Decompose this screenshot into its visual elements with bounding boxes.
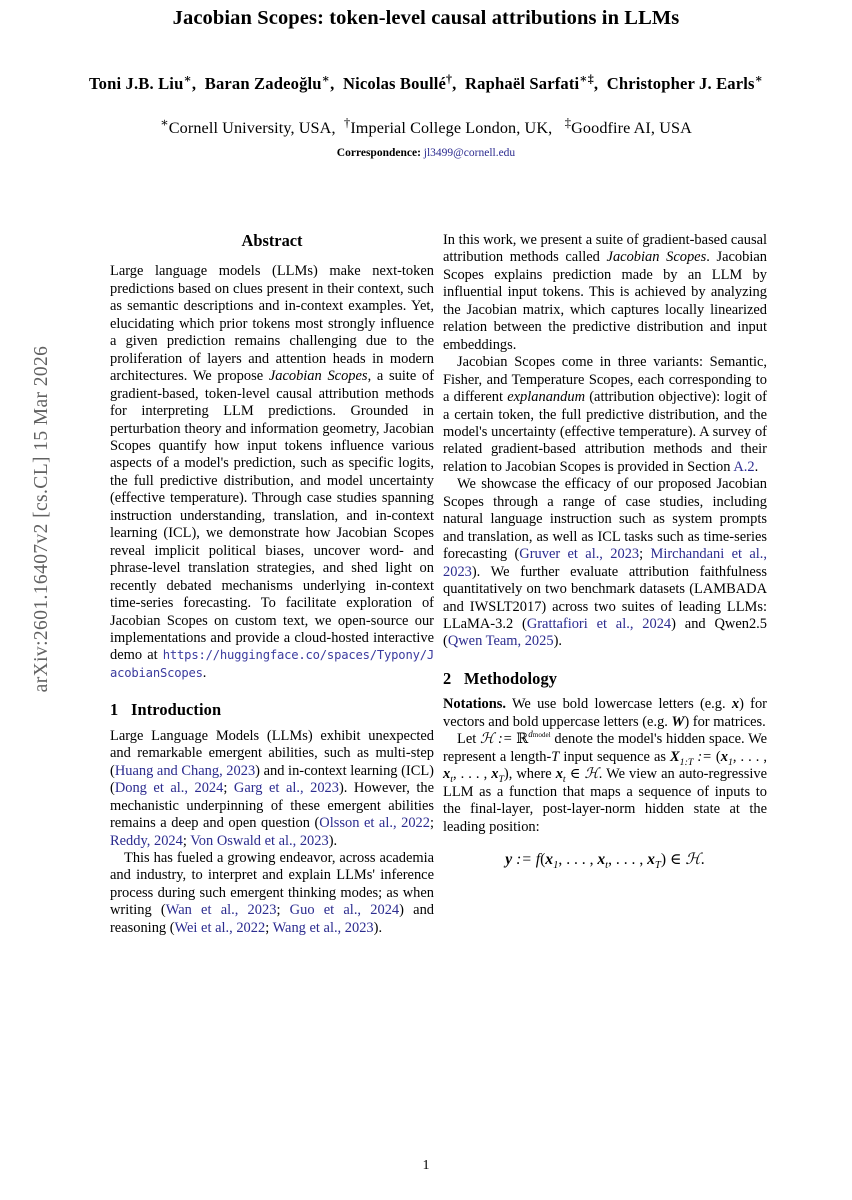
- section-number: 2: [443, 668, 452, 688]
- arxiv-identifier-stamp: arXiv:2601.16407v2 [cs.CL] 15 Mar 2026: [31, 345, 52, 693]
- right-column: [443, 232, 767, 872]
- abstract-heading: Abstract: [241, 231, 303, 250]
- section-title: Introduction: [131, 700, 222, 720]
- methodology-notations-paragraph: Notations. We use bold lowercase letters (e.g. x) for vectors and bold uppercase letters (e.g. W) for matrices.: [443, 696, 767, 730]
- correspondence-line: [56, 147, 796, 159]
- section-number: 1: [110, 700, 119, 720]
- intro-paragraph-4: Jacobian Scopes come in three variants: Semantic, Fisher, and Temperature Scopes, each corresponding to a different explanandum (attribution objective): logit of a certain token, the full predictive distribution, and the model's uncertainty (effective temperature). A survey of related gradient-based attribution methods and their relation to Jacobian Scopes is provided in Section A.2.: [443, 354, 767, 475]
- methodology-hidden-space-paragraph: Let ℋ := ℝ$^{dmodel}$ denote the model's hidden space. We represent a length-T input sequence as $X_{1:T}$ := ($x_1$, . . . , $x_t$, . . . , $x_T$), where $x_t$ ∈ ℋ. We view an auto-regressive LLM as a function that maps a sequence of inputs to the final-layer, post-layer-norm hidden state at the leading position:: [443, 729, 768, 835]
- section-heading-methodology: [443, 670, 767, 687]
- intro-paragraph-5: We showcase the efficacy of our proposed Jacobian Scopes through a range of case studies, including natural language instruction such as system prompts and translation, as well as ICL tasks such as time-series forecasting (Gruver et al., 2023; Mirchandani et al., 2023). We further evaluate attribution faithfulness quantitatively on two benchmark datasets (LAMBADA and IWSLT2017) across two suites of leading LLMs: LLaMA-3.2 (Grattafiori et al., 2024) and Qwen2.5 (Qwen Team, 2025).: [443, 476, 768, 650]
- correspondence-label: Correspondence:: [336, 146, 421, 159]
- author-list: Toni J.B. Liu∗, Baran Zadeoğlu∗, Nicolas Boullé†, Raphaël Sarfati∗‡, Christopher J. Earls∗: [88, 71, 764, 93]
- correspondence-email-link[interactable]: jl3499@cornell.edu: [423, 146, 516, 159]
- section-title: Methodology: [464, 668, 558, 688]
- page-title: Jacobian Scopes: token-level causal attributions in LLMs: [172, 7, 680, 29]
- section-heading-introduction: [110, 701, 434, 718]
- page-number: 1: [422, 1158, 430, 1173]
- left-column: [110, 232, 434, 937]
- intro-paragraph-2: This has fueled a growing endeavor, across academia and industry, to interpret and explain LLMs' inference process during such emergent thinking modes; as when writing (Wan et al., 2023; Guo et al., 2024) and reasoning (Wei et al., 2022; Wang et al., 2023).: [110, 849, 435, 936]
- title-block: [56, 6, 796, 159]
- intro-paragraph-3: In this work, we present a suite of gradient-based causal attribution methods called Jacobian Scopes. Jacobian Scopes explains prediction made by an LLM by influential input tokens. This is achieved by analyzing the Jacobian matrix, which captures locally linearized relation between the predictive distribution and input embeddings.: [443, 232, 768, 353]
- display-equation-1: y := $f(x_1$, . . . , $x_t$, . . . , $x_T$) ∈ ℋ.: [505, 849, 705, 872]
- affiliation-list: ∗Cornell University, USA, †Imperial College London, UK, ‡Goodfire AI, USA: [160, 115, 692, 137]
- abstract-body: Large language models (LLMs) make next-token predictions based on clues present in their context, such as semantic descriptions and in-context examples. Yet, elucidating which prior tokens most strongly influence a given prediction remains challenging due to the proliferation of layers and attention heads in modern architectures. We propose Jacobian Scopes, a suite of gradient-based, token-level causal attribution methods for interpreting LLM predictions. Grounded in perturbation theory and information geometry, Jacobian Scopes quantify how input tokens influence various aspects of a model's prediction, such as specific logits, the full predictive distribution, and model uncertainty (effective temperature). Through case studies spanning instruction understanding, translation, and in-context learning (ICL), we demonstrate how Jacobian Scopes reveal implicit political biases, uncover word- and phrase-level translation strategies, and shed light on recently debated mechanisms underlying in-context time-series forecasting. To facilitate exploration of Jacobian Scopes on custom text, we open-source our implementations and provide a cloud-hosted interactive demo at https://huggingface.co/spaces/Typony/JacobianScopes.: [110, 263, 435, 681]
- intro-paragraph-1: Large Language Models (LLMs) exhibit unexpected and remarkable emergent abilities, such as multi-step (Huang and Chang, 2023) and in-context learning (ICL) (Dong et al., 2024; Garg et al., 2023). However, the mechanistic underpinning of these emergent abilities remains a deep and open question (Olsson et al., 2022; Reddy, 2024; Von Oswald et al., 2023).: [110, 727, 435, 849]
